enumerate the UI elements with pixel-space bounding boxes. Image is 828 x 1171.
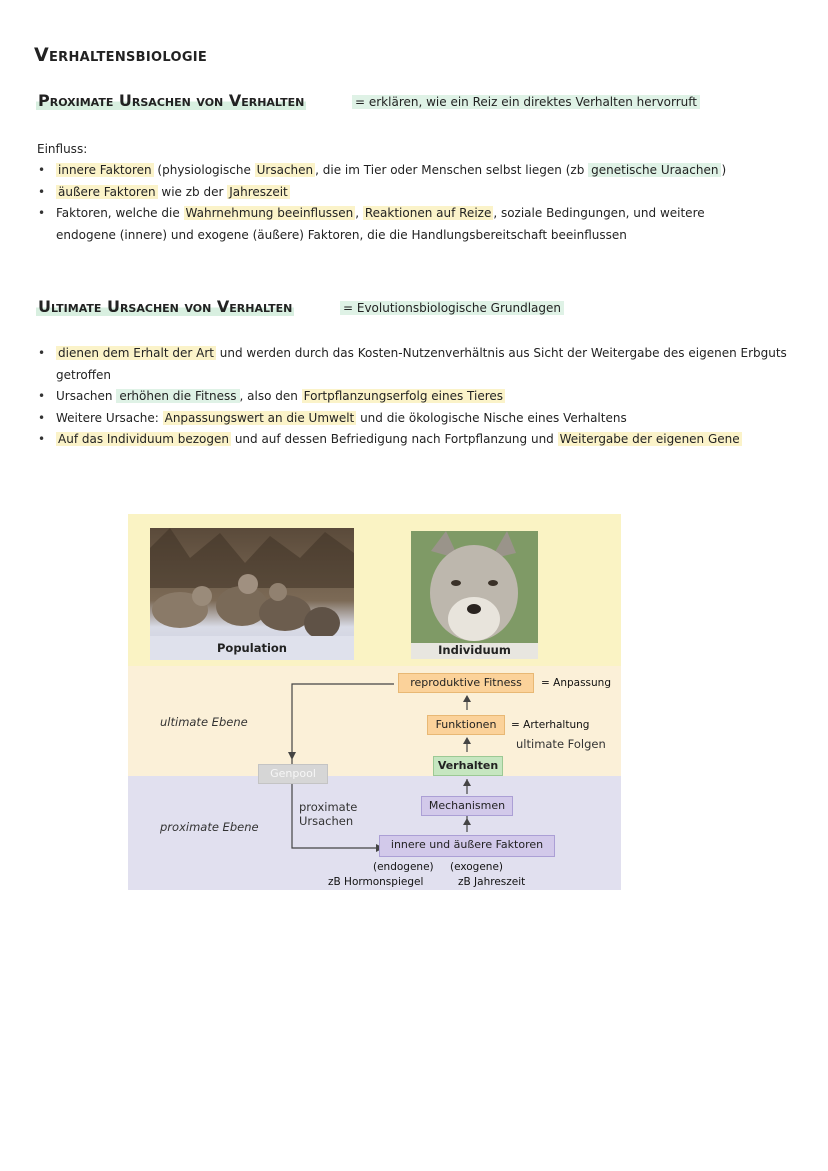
ultimate-level-label: ultimate Ebene: [160, 715, 248, 729]
page-title: Verhaltensbiologie: [34, 44, 208, 66]
list-item: • dienen dem Erhalt der Art und werden durch das Kosten-Nutzenverhältnis aus Sicht der Weitergabe des eigenen Erbguts getroffen: [34, 343, 814, 386]
reproductive-fitness-box: reproduktive Fitness: [398, 673, 534, 693]
list-item: • Auf das Individuum bezogen und auf dessen Befriedigung nach Fortpflanzung und Weitergabe der eigenen Gene: [34, 429, 814, 451]
proximate-level-label: proximate Ebene: [160, 820, 259, 834]
individuum-caption: Individuum: [438, 643, 511, 657]
ultimate-heading: Ultimate Ursachen von Verhalten: [38, 297, 293, 316]
verhalten-box: Verhalten: [433, 756, 503, 776]
note-jahreszeit: zB Jahreszeit: [458, 876, 526, 888]
ultimate-folgen-label: ultimate Folgen: [516, 737, 606, 751]
list-item: • Ursachen erhöhen die Fitness , also den Fortpflanzungserfolg eines Tieres: [34, 386, 814, 408]
note-endogene: (endogene): [373, 861, 434, 873]
list-item: • Weitere Ursache: Anpassungswert an die Umwelt und die ökologische Nische eines Verhaltens: [34, 408, 814, 430]
list-item: • äußere Faktoren wie zb der Jahreszeit: [34, 182, 804, 204]
faktoren-box: innere und äußere Faktoren: [379, 835, 555, 857]
proximate-heading: Proximate Ursachen von Verhalten: [38, 91, 305, 110]
note-hormonspiegel: zB Hormonspiegel: [328, 876, 424, 888]
ultimate-definition: = Evolutionsbiologische Grundlagen: [340, 301, 564, 315]
behavior-levels-figure: [128, 514, 621, 890]
mechanismen-box: Mechanismen: [421, 796, 513, 816]
note-exogene: (exogene): [450, 861, 504, 873]
population-caption: Population: [217, 641, 287, 655]
proximate-ursachen-label: proximate Ursachen: [299, 800, 358, 828]
einfluss-label: Einfluss:: [37, 142, 88, 156]
ultimate-bullet-list: [34, 343, 814, 451]
list-item: • innere Faktoren (physiologische Ursachen , die im Tier oder Menschen selbst liegen (zb genetische Uraachen ): [34, 160, 804, 182]
note-anpassung: = Anpassung: [541, 677, 611, 689]
proximate-definition: = erklären, wie ein Reiz ein direktes Verhalten hervorruft: [352, 95, 700, 109]
genpool-box: Genpool: [258, 764, 328, 784]
proximate-bullet-list: [34, 160, 804, 246]
note-arterhaltung: = Arterhaltung: [511, 719, 590, 731]
funktionen-box: Funktionen: [427, 715, 505, 735]
list-item: • Faktoren, welche die Wahrnehmung beeinflussen , Reaktionen auf Reize , soziale Bedingungen, und weitere endogene (innere) und exogene (äußere) Faktoren, die die Handlungsbereitschaft beeinflussen: [34, 203, 804, 246]
